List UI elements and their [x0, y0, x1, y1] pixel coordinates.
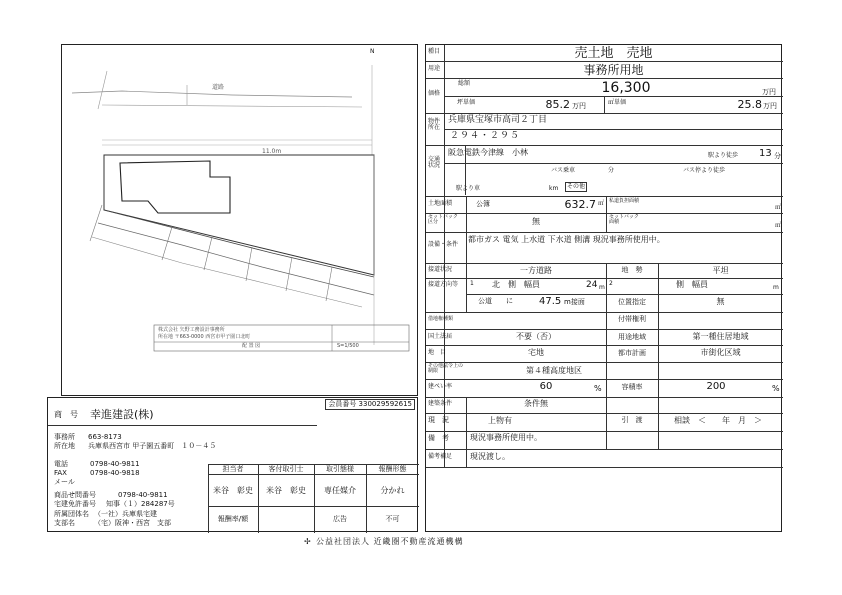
location-line1: 兵庫県宝塚市高司２丁目 [448, 115, 548, 125]
ad-label: 広告 [333, 515, 347, 523]
branch-label: 支部名 [54, 519, 75, 527]
footer-organization: 公益社団法人 近畿圏不動産流通機構 [316, 537, 464, 546]
site-plan-drawing [62, 45, 417, 395]
other-label: その他 [567, 183, 586, 190]
city-plan-value: 市街化区域 [700, 348, 741, 357]
tel-label: 電話 [54, 460, 68, 468]
zone-label: 用途地域 [618, 333, 646, 341]
use-value: 事務所用地 [583, 63, 644, 77]
remarks2-label: 備考補足 [428, 453, 453, 460]
frontage-prefix: 公道 に [478, 297, 513, 305]
address-label: 所在地 [54, 442, 75, 450]
direction-label: 接道方向等 [428, 281, 459, 288]
build-cond-value: 条件無 [524, 399, 548, 408]
map-road-label: 道路 [212, 84, 225, 91]
map-plan-label: 配 置 図 [242, 343, 261, 349]
staff-name: 米谷 彰史 [213, 486, 253, 495]
fax-label: FAX [54, 469, 67, 477]
ad-value: 不可 [385, 515, 400, 523]
build-cond-label: 建築条件 [428, 400, 453, 407]
location-line2: ２９４・２９５ [450, 131, 521, 141]
map-panel [61, 44, 418, 396]
frontage-unit: m接面 [564, 298, 585, 306]
direction1-width: 24 [586, 280, 598, 290]
company-label: 商 号 [54, 410, 78, 419]
map-title-block-line1: 株式会社 矢野工務設計事務所 [158, 327, 225, 333]
company-panel [47, 397, 418, 532]
walk-unit: 分 [774, 152, 781, 160]
other-law-label: その他法令上の制限 [428, 363, 464, 374]
direction2-side: 側 幅員 [676, 280, 708, 289]
price-label: 価格 [428, 90, 441, 97]
bus-unit: 分 [608, 167, 615, 174]
zone-value: 第一種住居地域 [692, 332, 749, 341]
traffic-label: 交通状況 [428, 156, 441, 169]
equipment-value: 都市ガス 電気 上水道 下水道 側溝 現況事務所使用中。 [468, 235, 665, 244]
land-area: 632.7 [564, 198, 596, 211]
bus-label: バス乗車 [551, 167, 576, 174]
chimoku-label: 地 目 [428, 349, 447, 356]
setback-value: 無 [532, 217, 540, 226]
license-label: 宅建免許番号 [54, 500, 96, 508]
m2-price: 25.8 [737, 98, 762, 111]
city-plan-label: 都市計画 [618, 349, 646, 357]
company-address: 兵庫県西宮市 甲子園五番町 １０－４５ [88, 442, 217, 450]
landright-label: 借地権種類 [428, 316, 454, 322]
fax-value: 0798-40-9818 [90, 469, 140, 477]
bcr-label: 建ぺい率 [428, 383, 453, 390]
agent-name: 米谷 彰史 [266, 486, 306, 495]
table-header-staff: 担当者 [222, 465, 244, 473]
bus-stop-walk-label: バス停より徒歩 [683, 167, 726, 174]
direction1-unit: m [599, 284, 605, 291]
direction1-number: 1 [470, 280, 474, 287]
handover-label: 引 渡 [621, 416, 643, 424]
org-value: （一社）兵庫県宅建 [94, 510, 157, 518]
area-kind: 公簿 [476, 200, 490, 208]
setback-area-unit: ㎡ [775, 222, 782, 229]
m2-price-unit: 万円 [763, 102, 777, 110]
postal-code: 663-8173 [88, 433, 122, 441]
map-title-block-line2: 所在地 〒663-0000 西宮市甲子園口北町 [158, 334, 251, 340]
license-value: 知事（１）284287号 [106, 500, 175, 508]
mail-label: メール [54, 478, 75, 486]
price-value: 16,300 [601, 80, 651, 96]
price-unit: 万円 [762, 88, 776, 96]
terrain-label: 地 勢 [621, 266, 643, 274]
bcr-unit: % [594, 384, 602, 393]
survey-value: 不要（否） [516, 332, 556, 341]
fee-rate-label: 報酬率/額 [217, 515, 249, 523]
use-label: 用途 [428, 65, 441, 72]
contact-label: 商品せ問番号 [54, 491, 96, 499]
company-name: 幸進建設(株) [90, 408, 154, 421]
tsubo-unit: 万円 [572, 102, 586, 110]
train-line: 阪急電鉄今津線 小林 [448, 148, 528, 157]
map-corner-mark: N [370, 48, 375, 55]
frontage-length: 47.5 [539, 296, 562, 307]
tsubo-label: 坪単価 [457, 99, 476, 106]
equipment-label: 設備・条件 [428, 241, 459, 248]
private-road-label: 私道負担面積 [609, 198, 640, 204]
handover-value: 相談 ＜ 年 月 ＞ [674, 416, 762, 425]
location-label: 物件所在 [428, 118, 441, 131]
other-law-value: 第４種高度地区 [526, 366, 582, 375]
station-car-label: 駅より車 [456, 185, 481, 192]
remarks-value: 現況事務所使用中。 [470, 433, 542, 442]
status-value: 上物有 [488, 416, 512, 425]
kind-label: 種目 [428, 48, 441, 55]
mgmt-label: 付帯権利 [618, 315, 646, 323]
far-label: 容積率 [621, 383, 643, 391]
table-header-agent: 客付取引士 [268, 465, 304, 473]
setback-area-label: セットバック面積 [609, 214, 639, 225]
member-number: 会員番号 330029592615 [325, 399, 415, 410]
transaction-mode: 専任媒介 [324, 486, 356, 495]
setback-label: セットバック区分 [428, 214, 458, 225]
status-label: 現 況 [428, 416, 449, 424]
branch-value: （宅）阪神・西宮 支部 [94, 519, 171, 527]
km-unit: km [549, 185, 559, 192]
survey-label: 国土法届 [428, 333, 453, 340]
area-label: 土地面積 [428, 200, 453, 207]
position-value: 無 [716, 297, 725, 306]
direction2-number: 2 [609, 280, 613, 287]
price-sub-label: 総額 [458, 80, 471, 87]
contact-value: 0798-40-9811 [118, 491, 168, 499]
m2-price-label: ㎡単価 [608, 99, 627, 106]
far-unit: % [772, 384, 780, 393]
position-label: 位置指定 [618, 298, 646, 306]
walk-minutes: 13 [759, 148, 772, 159]
bcr-value: 60 [539, 381, 553, 392]
direction1-side: 北 側 幅員 [492, 280, 540, 289]
road-access-value: 一方道路 [520, 266, 552, 275]
tsubo-price: 85.2 [545, 98, 570, 111]
tel-value: 0798-40-9811 [90, 460, 140, 468]
far-value: 200 [706, 381, 726, 392]
map-scale-label: S=1/500 [337, 343, 359, 349]
walk-label: 駅より徒歩 [708, 152, 739, 159]
fee-type: 分かれ [380, 486, 405, 495]
org-label: 所属団体名 [54, 510, 89, 518]
chimoku-value: 宅地 [528, 348, 544, 357]
private-road-unit: ㎡ [775, 204, 782, 211]
map-width-label: 11.0m [262, 148, 282, 155]
land-area-unit: ㎡ [598, 200, 605, 207]
office-label: 事務所 [54, 433, 75, 441]
road-access-label: 接道状況 [428, 266, 453, 273]
direction2-unit: m [773, 284, 779, 291]
table-header-fee: 報酬形態 [378, 465, 407, 473]
terrain-value: 平坦 [712, 266, 729, 275]
remarks-label: 備 考 [428, 434, 449, 442]
footer-logo-icon: ✢ [304, 537, 311, 546]
kind-value: 売土地 売地 [574, 46, 653, 61]
remarks2-value: 現況渡し。 [470, 452, 510, 461]
table-header-mode: 取引態様 [326, 465, 354, 473]
property-sheet [425, 44, 782, 532]
